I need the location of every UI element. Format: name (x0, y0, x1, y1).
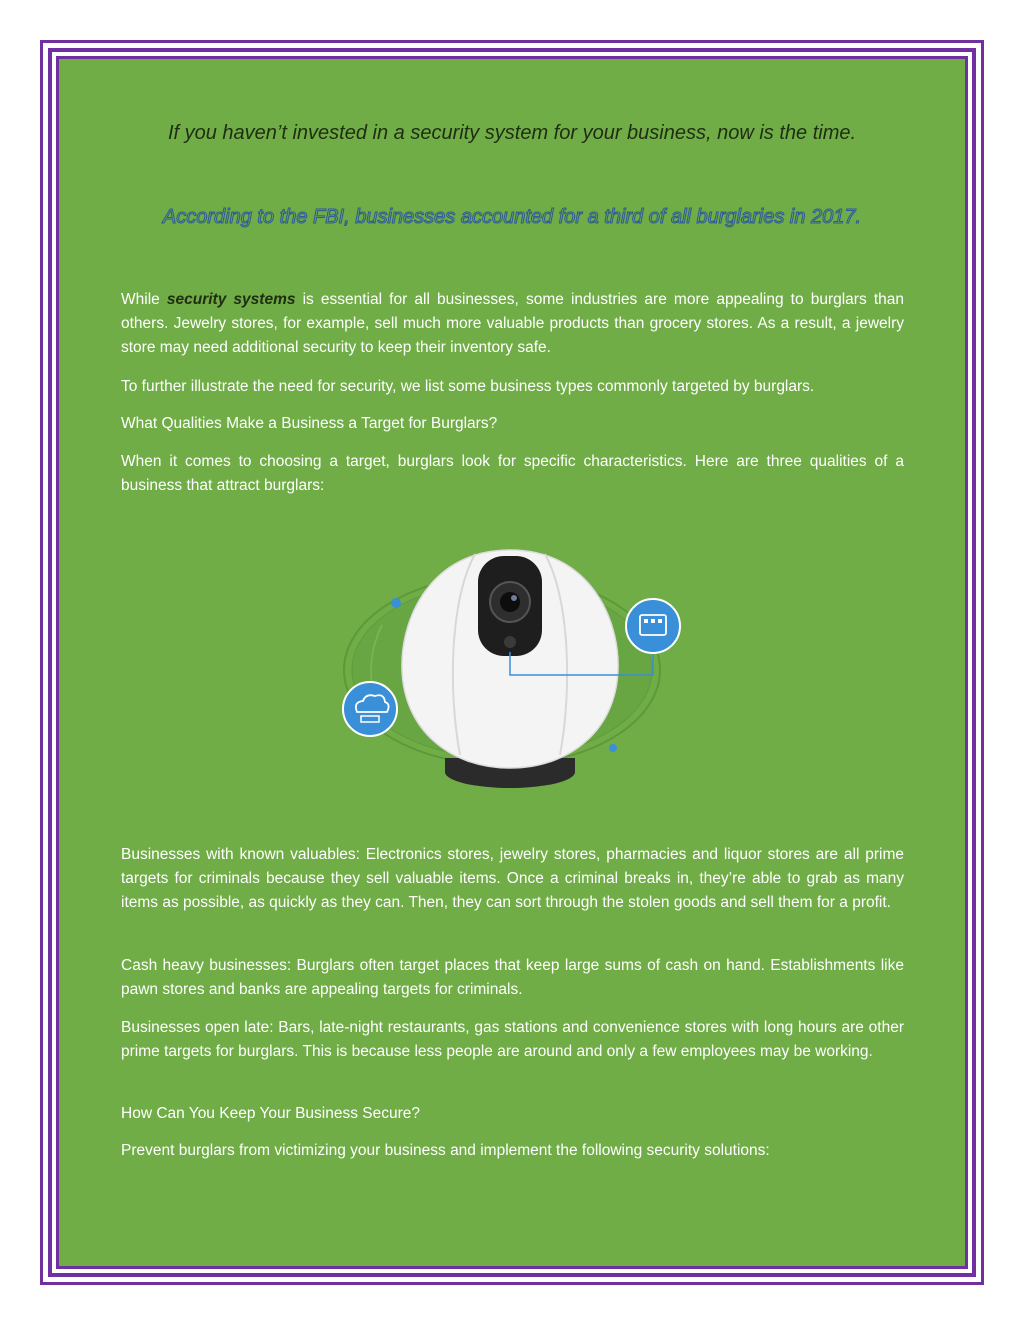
intro-paragraph (121, 288, 904, 360)
paragraph-known-valuables: Businesses with known valuables: Electronics stores, jewelry stores, pharmacies and liquor stores are all prime targets for criminals because they sell valuable items. Once a criminal breaks in, they’re able to grab as many items as possible, as quickly as they can. Then, they can sort through the stolen goods and sell them for a profit. (121, 846, 904, 911)
paragraph-characteristics: When it comes to choosing a target, burglars look for specific characteristics. Here are three qualities of a business that attract burglars: (121, 453, 904, 494)
intro-prefix: While (121, 291, 167, 308)
security-systems-link-text: security systems (166, 291, 296, 308)
headline: If you haven’t invested in a security system for your business, now is the time. (167, 122, 857, 144)
section-heading-qualities: What Qualities Make a Business a Target for Burglars? (121, 415, 498, 432)
security-camera-illustration (330, 540, 690, 800)
paragraph-cash-heavy: Cash heavy businesses: Burglars often target places that keep large sums of cash on hand. Establishments like pawn stores and banks are appealing targets for criminals. (121, 957, 904, 998)
section-heading-secure: How Can You Keep Your Business Secure? (121, 1105, 421, 1122)
paragraph-illustrate: To further illustrate the need for security, we list some business types commonly targeted by burglars. (121, 378, 815, 395)
subheadline: According to the FBI, businesses accounted for a third of all burglaries in 2017. (162, 206, 862, 228)
chip-icon-bubble (626, 599, 680, 653)
paragraph-open-late: Businesses open late: Bars, late-night restaurants, gas stations and convenience stores with long hours are other prime targets for burglars. This is because less people are around and only a few employees may be working. (121, 1019, 904, 1060)
paragraph-prevent: Prevent burglars from victimizing your business and implement the following security solutions: (121, 1142, 770, 1159)
intro-suffix: is essential for all businesses, some industries are more appealing to burglars than others. Jewelry stores, for example, sell much more valuable products than grocery stores. As a result, a jewelry store may need additional security to keep their inventory safe. (121, 291, 904, 356)
